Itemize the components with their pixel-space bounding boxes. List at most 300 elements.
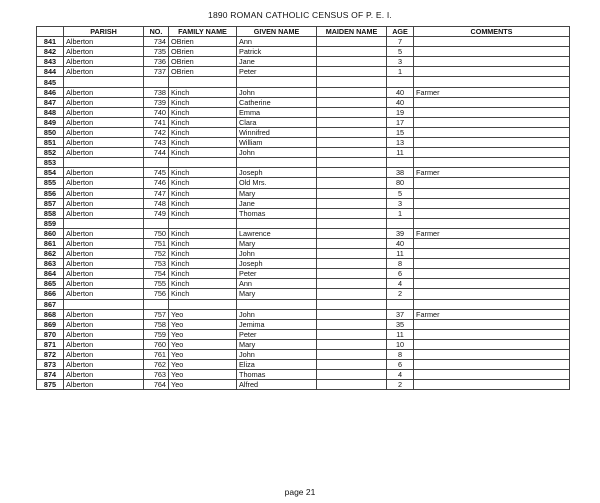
family-name-cell: Kinch <box>169 148 237 158</box>
number-cell: 736 <box>144 57 169 67</box>
table-row <box>37 127 570 137</box>
comments-cell <box>414 289 570 299</box>
maiden-name-cell <box>317 77 387 87</box>
family-name-cell: Kinch <box>169 168 237 178</box>
family-name-cell: Yeo <box>169 309 237 319</box>
line-number: 867 <box>37 299 64 309</box>
line-number: 849 <box>37 117 64 127</box>
line-number: 852 <box>37 148 64 158</box>
table-row <box>37 218 570 228</box>
line-number: 851 <box>37 138 64 148</box>
age-cell: 17 <box>387 117 414 127</box>
parish-cell: Alberton <box>64 360 144 370</box>
table-row <box>37 380 570 390</box>
age-cell: 1 <box>387 67 414 77</box>
number-cell <box>144 158 169 168</box>
number-cell: 753 <box>144 259 169 269</box>
number-cell: 745 <box>144 168 169 178</box>
given-name-cell: John <box>237 87 317 97</box>
given-name-cell: Mary <box>237 339 317 349</box>
parish-cell: Alberton <box>64 47 144 57</box>
table-row <box>37 67 570 77</box>
comments-cell <box>414 158 570 168</box>
number-cell: 756 <box>144 289 169 299</box>
family-name-cell: Kinch <box>169 249 237 259</box>
maiden-name-cell <box>317 339 387 349</box>
number-cell: 759 <box>144 329 169 339</box>
maiden-name-cell <box>317 289 387 299</box>
given-name-cell: Peter <box>237 269 317 279</box>
comments-cell <box>414 269 570 279</box>
family-name-cell: Kinch <box>169 289 237 299</box>
given-name-cell: Peter <box>237 329 317 339</box>
parish-cell: Alberton <box>64 228 144 238</box>
page-title: 1890 ROMAN CATHOLIC CENSUS OF P. E. I. <box>208 10 392 20</box>
table-row <box>37 158 570 168</box>
table-row <box>37 148 570 158</box>
age-cell: 5 <box>387 188 414 198</box>
family-name-cell: Kinch <box>169 97 237 107</box>
line-number: 843 <box>37 57 64 67</box>
parish-cell <box>64 218 144 228</box>
line-number: 862 <box>37 249 64 259</box>
line-number: 844 <box>37 67 64 77</box>
maiden-name-cell <box>317 269 387 279</box>
number-cell: 747 <box>144 188 169 198</box>
age-cell: 40 <box>387 238 414 248</box>
age-cell: 6 <box>387 269 414 279</box>
given-name-cell: Mary <box>237 289 317 299</box>
comments-cell <box>414 138 570 148</box>
number-cell: 738 <box>144 87 169 97</box>
table-row <box>37 279 570 289</box>
age-cell: 39 <box>387 228 414 238</box>
age-cell: 15 <box>387 127 414 137</box>
number-cell <box>144 218 169 228</box>
family-name-cell <box>169 218 237 228</box>
table-row <box>37 57 570 67</box>
given-name-cell: Winnifred <box>237 127 317 137</box>
line-number: 848 <box>37 107 64 117</box>
line-number: 855 <box>37 178 64 188</box>
line-number: 873 <box>37 360 64 370</box>
comments-cell <box>414 67 570 77</box>
census-body <box>37 37 570 390</box>
comments-cell <box>414 97 570 107</box>
age-cell <box>387 77 414 87</box>
parish-cell: Alberton <box>64 350 144 360</box>
given-name-cell: John <box>237 350 317 360</box>
maiden-name-cell <box>317 148 387 158</box>
age-cell: 2 <box>387 289 414 299</box>
family-name-cell: Kinch <box>169 188 237 198</box>
given-name-cell: Eliza <box>237 360 317 370</box>
parish-cell: Alberton <box>64 370 144 380</box>
line-number: 868 <box>37 309 64 319</box>
comments-cell <box>414 77 570 87</box>
line-number: 860 <box>37 228 64 238</box>
family-name-cell: Kinch <box>169 127 237 137</box>
given-name-cell: Jane <box>237 57 317 67</box>
table-row <box>37 269 570 279</box>
comments-cell <box>414 329 570 339</box>
line-number: 853 <box>37 158 64 168</box>
parish-cell: Alberton <box>64 259 144 269</box>
maiden-name-cell <box>317 57 387 67</box>
table-row <box>37 289 570 299</box>
age-cell: 80 <box>387 178 414 188</box>
comments-cell <box>414 37 570 47</box>
comments-cell <box>414 47 570 57</box>
family-name-cell: Kinch <box>169 178 237 188</box>
parish-cell: Alberton <box>64 107 144 117</box>
family-name-cell: Yeo <box>169 380 237 390</box>
line-number: 865 <box>37 279 64 289</box>
line-number: 846 <box>37 87 64 97</box>
line-number: 841 <box>37 37 64 47</box>
age-cell: 2 <box>387 380 414 390</box>
given-name-cell <box>237 158 317 168</box>
comments-cell <box>414 299 570 309</box>
line-number: 864 <box>37 269 64 279</box>
line-number: 866 <box>37 289 64 299</box>
comments-cell <box>414 148 570 158</box>
given-name-cell <box>237 218 317 228</box>
age-cell: 3 <box>387 57 414 67</box>
parish-cell: Alberton <box>64 188 144 198</box>
maiden-name-cell <box>317 370 387 380</box>
comments-cell: Farmer <box>414 168 570 178</box>
parish-cell: Alberton <box>64 198 144 208</box>
age-cell: 5 <box>387 47 414 57</box>
table-row <box>37 47 570 57</box>
table-row <box>37 299 570 309</box>
given-name-cell: Thomas <box>237 370 317 380</box>
maiden-name-cell <box>317 249 387 259</box>
line-number: 870 <box>37 329 64 339</box>
age-cell: 8 <box>387 259 414 269</box>
age-cell: 6 <box>387 360 414 370</box>
parish-cell: Alberton <box>64 97 144 107</box>
comments-cell <box>414 127 570 137</box>
parish-cell: Alberton <box>64 339 144 349</box>
given-name-cell: Catherine <box>237 97 317 107</box>
given-name-cell: William <box>237 138 317 148</box>
number-cell: 748 <box>144 198 169 208</box>
given-name-cell: Ann <box>237 279 317 289</box>
given-name-cell: John <box>237 309 317 319</box>
family-name-cell <box>169 77 237 87</box>
family-name-col-header: FAMILY NAME <box>169 27 237 37</box>
maiden-name-cell <box>317 168 387 178</box>
age-cell: 11 <box>387 329 414 339</box>
line-number: 874 <box>37 370 64 380</box>
parish-cell: Alberton <box>64 319 144 329</box>
given-name-cell: John <box>237 249 317 259</box>
given-name-cell: Thomas <box>237 208 317 218</box>
table-row <box>37 238 570 248</box>
given-name-cell: Ann <box>237 37 317 47</box>
age-cell: 4 <box>387 370 414 380</box>
comments-col-header: COMMENTS <box>414 27 570 37</box>
age-cell: 40 <box>387 97 414 107</box>
number-cell: 758 <box>144 319 169 329</box>
page-number: page 21 <box>284 487 316 497</box>
age-cell: 35 <box>387 319 414 329</box>
given-name-cell: Joseph <box>237 259 317 269</box>
comments-cell <box>414 208 570 218</box>
parish-cell: Alberton <box>64 289 144 299</box>
maiden-name-cell <box>317 360 387 370</box>
age-cell: 11 <box>387 249 414 259</box>
comments-cell <box>414 117 570 127</box>
parish-cell: Alberton <box>64 238 144 248</box>
age-cell: 1 <box>387 208 414 218</box>
number-cell: 742 <box>144 127 169 137</box>
parish-cell: Alberton <box>64 168 144 178</box>
family-name-cell: Kinch <box>169 259 237 269</box>
age-col-header: AGE <box>387 27 414 37</box>
number-cell: 754 <box>144 269 169 279</box>
age-cell: 38 <box>387 168 414 178</box>
family-name-cell: OBrien <box>169 67 237 77</box>
given-name-cell: Joseph <box>237 168 317 178</box>
line-number: 858 <box>37 208 64 218</box>
parish-cell: Alberton <box>64 249 144 259</box>
line-number: 854 <box>37 168 64 178</box>
comments-cell <box>414 380 570 390</box>
given-name-cell: Jane <box>237 198 317 208</box>
given-name-cell: John <box>237 148 317 158</box>
line-number: 842 <box>37 47 64 57</box>
line-number: 850 <box>37 127 64 137</box>
parish-cell: Alberton <box>64 329 144 339</box>
family-name-cell: OBrien <box>169 57 237 67</box>
comments-cell <box>414 107 570 117</box>
age-cell <box>387 299 414 309</box>
family-name-cell: Yeo <box>169 360 237 370</box>
parish-cell: Alberton <box>64 67 144 77</box>
line-number: 847 <box>37 97 64 107</box>
parish-cell: Alberton <box>64 208 144 218</box>
number-cell: 739 <box>144 97 169 107</box>
given-name-cell: Mary <box>237 238 317 248</box>
number-cell: 744 <box>144 148 169 158</box>
table-row <box>37 309 570 319</box>
comments-cell <box>414 339 570 349</box>
maiden-name-cell <box>317 127 387 137</box>
given-name-cell: Peter <box>237 67 317 77</box>
number-cell: 746 <box>144 178 169 188</box>
line-number: 845 <box>37 77 64 87</box>
maiden-name-cell <box>317 329 387 339</box>
table-row <box>37 208 570 218</box>
comments-cell: Farmer <box>414 309 570 319</box>
table-row <box>37 178 570 188</box>
comments-cell: Farmer <box>414 228 570 238</box>
given-name-cell: Lawrence <box>237 228 317 238</box>
family-name-cell: Kinch <box>169 87 237 97</box>
number-cell: 761 <box>144 350 169 360</box>
age-cell: 8 <box>387 350 414 360</box>
parish-cell: Alberton <box>64 37 144 47</box>
family-name-cell <box>169 299 237 309</box>
age-cell: 13 <box>387 138 414 148</box>
family-name-cell: Kinch <box>169 117 237 127</box>
maiden-name-cell <box>317 138 387 148</box>
age-cell: 4 <box>387 279 414 289</box>
line-number: 872 <box>37 350 64 360</box>
number-col-header: NO. <box>144 27 169 37</box>
family-name-cell: Kinch <box>169 198 237 208</box>
line-number: 871 <box>37 339 64 349</box>
given-name-col-header: GIVEN NAME <box>237 27 317 37</box>
age-cell: 19 <box>387 107 414 117</box>
parish-cell: Alberton <box>64 279 144 289</box>
age-cell: 40 <box>387 87 414 97</box>
table-row <box>37 87 570 97</box>
table-row <box>37 168 570 178</box>
maiden-name-cell <box>317 350 387 360</box>
parish-cell: Alberton <box>64 380 144 390</box>
parish-cell: Alberton <box>64 269 144 279</box>
maiden-name-cell <box>317 97 387 107</box>
number-cell: 757 <box>144 309 169 319</box>
parish-cell: Alberton <box>64 309 144 319</box>
line-number: 856 <box>37 188 64 198</box>
table-row <box>37 319 570 329</box>
maiden-name-cell <box>317 67 387 77</box>
parish-cell: Alberton <box>64 138 144 148</box>
table-row <box>37 360 570 370</box>
family-name-cell: Kinch <box>169 238 237 248</box>
number-cell: 735 <box>144 47 169 57</box>
number-cell: 734 <box>144 37 169 47</box>
age-cell: 7 <box>387 37 414 47</box>
table-row <box>37 107 570 117</box>
table-row <box>37 259 570 269</box>
family-name-cell: OBrien <box>169 37 237 47</box>
maiden-name-cell <box>317 319 387 329</box>
given-name-cell: Jemima <box>237 319 317 329</box>
maiden-name-cell <box>317 238 387 248</box>
comments-cell <box>414 319 570 329</box>
maiden-name-cell <box>317 188 387 198</box>
number-cell: 737 <box>144 67 169 77</box>
table-row <box>37 37 570 47</box>
comments-cell <box>414 259 570 269</box>
number-cell: 749 <box>144 208 169 218</box>
family-name-cell: Yeo <box>169 370 237 380</box>
line-col-header <box>37 27 64 37</box>
parish-cell <box>64 158 144 168</box>
maiden-name-cell <box>317 87 387 97</box>
given-name-cell: Clara <box>237 117 317 127</box>
line-number: 859 <box>37 218 64 228</box>
number-cell: 751 <box>144 238 169 248</box>
maiden-name-cell <box>317 47 387 57</box>
number-cell <box>144 77 169 87</box>
line-number: 875 <box>37 380 64 390</box>
family-name-cell: Yeo <box>169 319 237 329</box>
maiden-name-cell <box>317 299 387 309</box>
table-row <box>37 339 570 349</box>
parish-col-header: PARISH <box>64 27 144 37</box>
header-row <box>37 27 570 37</box>
maiden-name-cell <box>317 279 387 289</box>
maiden-name-cell <box>317 228 387 238</box>
comments-cell <box>414 188 570 198</box>
age-cell: 37 <box>387 309 414 319</box>
number-cell: 743 <box>144 138 169 148</box>
parish-cell: Alberton <box>64 87 144 97</box>
table-row <box>37 117 570 127</box>
age-cell <box>387 218 414 228</box>
line-number: 861 <box>37 238 64 248</box>
maiden-name-cell <box>317 309 387 319</box>
table-row <box>37 350 570 360</box>
parish-cell <box>64 299 144 309</box>
maiden-name-cell <box>317 117 387 127</box>
census-table <box>36 26 570 390</box>
comments-cell <box>414 279 570 289</box>
parish-cell: Alberton <box>64 148 144 158</box>
parish-cell: Alberton <box>64 127 144 137</box>
maiden-name-cell <box>317 198 387 208</box>
line-number: 857 <box>37 198 64 208</box>
given-name-cell: Old Mrs. <box>237 178 317 188</box>
comments-cell <box>414 238 570 248</box>
given-name-cell: Mary <box>237 188 317 198</box>
family-name-cell: Kinch <box>169 208 237 218</box>
maiden-name-cell <box>317 37 387 47</box>
family-name-cell: Kinch <box>169 228 237 238</box>
number-cell: 752 <box>144 249 169 259</box>
comments-cell <box>414 360 570 370</box>
number-cell: 762 <box>144 360 169 370</box>
age-cell: 11 <box>387 148 414 158</box>
parish-cell: Alberton <box>64 178 144 188</box>
family-name-cell: Kinch <box>169 107 237 117</box>
comments-cell <box>414 198 570 208</box>
number-cell: 763 <box>144 370 169 380</box>
parish-cell: Alberton <box>64 117 144 127</box>
number-cell: 740 <box>144 107 169 117</box>
number-cell: 764 <box>144 380 169 390</box>
family-name-cell: Kinch <box>169 269 237 279</box>
maiden-name-cell <box>317 158 387 168</box>
line-number: 869 <box>37 319 64 329</box>
table-row <box>37 97 570 107</box>
family-name-cell: OBrien <box>169 47 237 57</box>
comments-cell <box>414 57 570 67</box>
table-row <box>37 228 570 238</box>
number-cell: 741 <box>144 117 169 127</box>
table-row <box>37 138 570 148</box>
number-cell: 760 <box>144 339 169 349</box>
comments-cell <box>414 249 570 259</box>
maiden-name-cell <box>317 380 387 390</box>
maiden-name-cell <box>317 259 387 269</box>
family-name-cell: Yeo <box>169 329 237 339</box>
family-name-cell: Kinch <box>169 138 237 148</box>
given-name-cell <box>237 77 317 87</box>
parish-cell: Alberton <box>64 57 144 67</box>
table-row <box>37 370 570 380</box>
table-row <box>37 329 570 339</box>
comments-cell <box>414 218 570 228</box>
line-number: 863 <box>37 259 64 269</box>
